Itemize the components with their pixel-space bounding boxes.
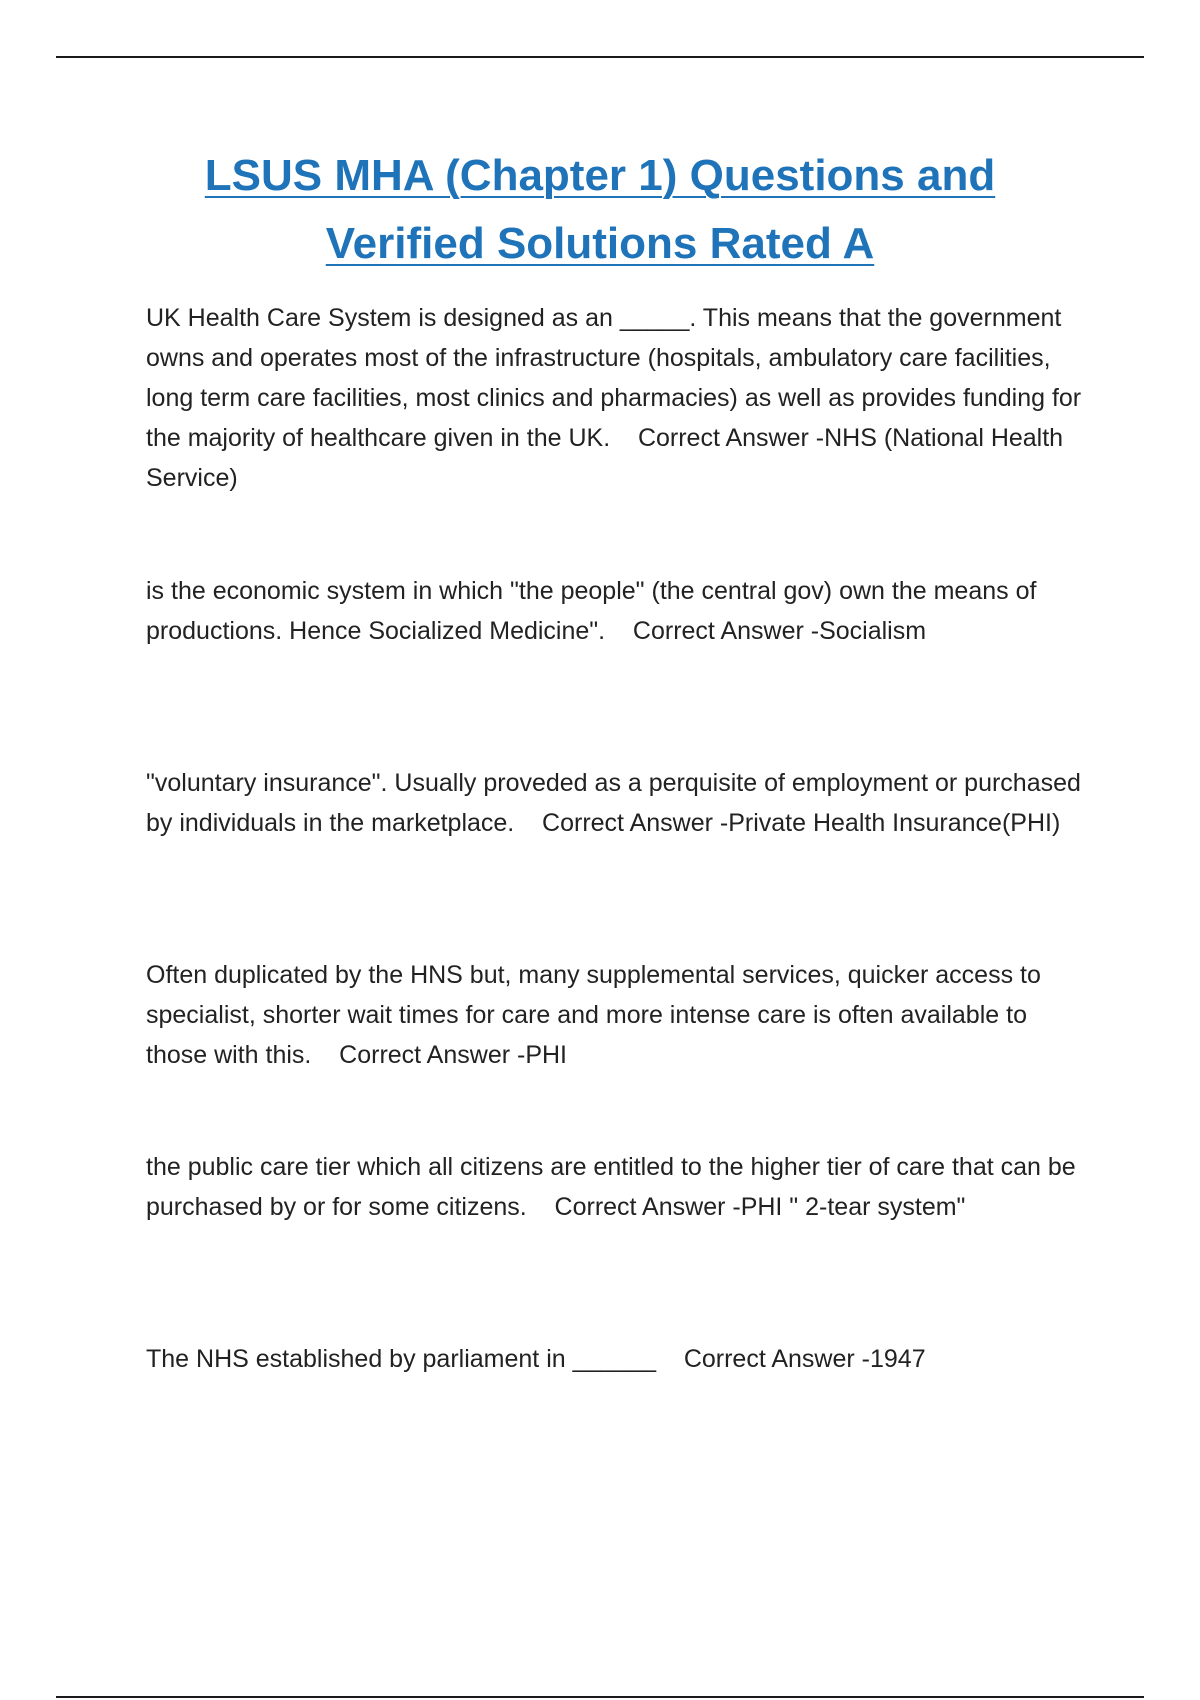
qa-item-4: [146, 955, 1086, 1075]
question-text: The NHS established by parliament in ______: [146, 1345, 657, 1373]
qa-item-2: [146, 571, 1086, 651]
question-text: Often duplicated by the HNS but, many supplemental services, quicker access to specialist, shorter wait times for care and more intense care is often available to those with this.: [146, 961, 1041, 1069]
answer-text: Correct Answer -PHI " 2-tear system": [554, 1193, 966, 1221]
answer-text: Correct Answer -Private Health Insurance(PHI): [542, 809, 1061, 837]
qa-item-3: [146, 763, 1086, 843]
question-text: is the economic system in which "the people" (the central gov) own the means of productions. Hence Socialized Medicine".: [146, 577, 1037, 645]
footer-rule: [56, 1696, 1144, 1698]
question-text: "voluntary insurance". Usually proveded as a perquisite of employment or purchased by individuals in the marketplace.: [146, 769, 1081, 837]
qa-item-1: [146, 298, 1086, 498]
question-text: UK Health Care System is designed as an _____. This means that the government owns and operates most of the infrastructure (hospitals, ambulatory care facilities, long term care facilities, most clinics and pharmacies) as well as provides funding for the majority of healthcare given in the UK.: [146, 304, 1082, 452]
title-line-1: LSUS MHA (Chapter 1) Questions and: [204, 151, 996, 200]
answer-text: Correct Answer -PHI: [339, 1041, 567, 1069]
title-line-2: Verified Solutions Rated A: [325, 219, 875, 268]
question-text: the public care tier which all citizens are entitled to the higher tier of care that can be purchased by or for some citizens.: [146, 1153, 1076, 1221]
answer-text: Correct Answer -NHS (National Health Service): [146, 424, 1064, 492]
header-rule: [56, 56, 1144, 58]
qa-item-5: [146, 1147, 1086, 1227]
answer-text: Correct Answer -1947: [683, 1345, 926, 1373]
qa-item-6: [146, 1339, 1086, 1379]
document-title: [140, 142, 1060, 278]
answer-text: Correct Answer -Socialism: [632, 617, 927, 645]
